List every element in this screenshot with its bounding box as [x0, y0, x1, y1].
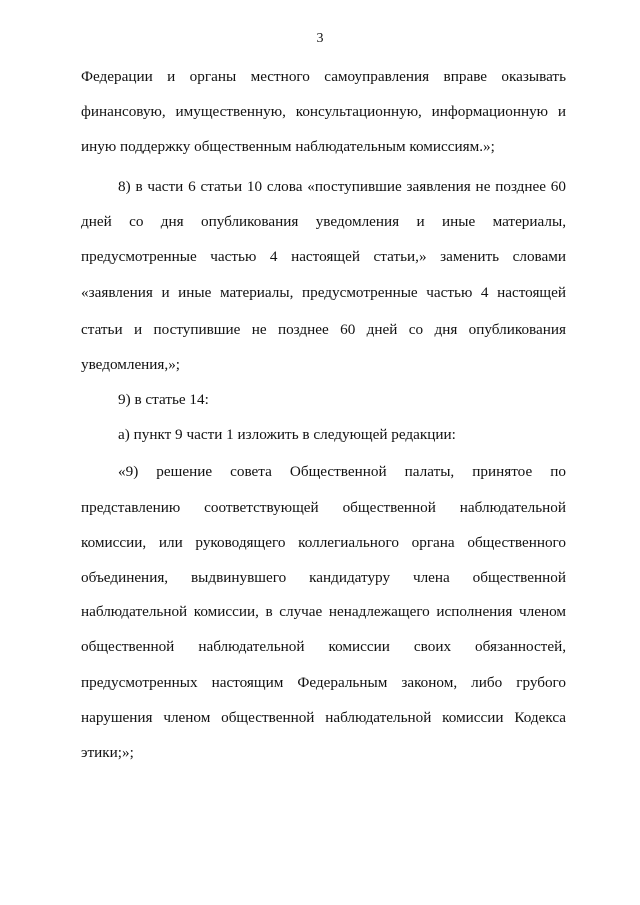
text-line: 9) в статье 14:: [118, 391, 209, 408]
text-line: объединения, выдвинувшего кандидатуру члена общественной: [81, 569, 566, 586]
text-line: уведомления,»;: [81, 356, 181, 373]
text-line: нарушения членом общественной наблюдательной комиссии Кодекса: [81, 709, 566, 726]
text-line: комиссии, или руководящего коллегиального органа общественного: [81, 534, 566, 551]
text-line: 8) в части 6 статьи 10 слова «поступившие заявления не позднее 60: [118, 178, 566, 195]
text-line: этики;»;: [81, 744, 134, 761]
text-line: иную поддержку общественным наблюдательным комиссиям.»;: [81, 138, 495, 155]
text-line: «заявления и иные материалы, предусмотренные частью 4 настоящей: [81, 284, 566, 301]
text-line: финансовую, имущественную, консультационную, информационную и: [81, 103, 566, 120]
text-line: наблюдательной комиссии, в случае ненадлежащего исполнения членом: [81, 603, 566, 620]
text-line: Федерации и органы местного самоуправления вправе оказывать: [81, 68, 566, 85]
text-line: а) пункт 9 части 1 изложить в следующей редакции:: [118, 426, 456, 443]
text-line: представлению соответствующей общественной наблюдательной: [81, 499, 566, 516]
text-line: «9) решение совета Общественной палаты, принятое по: [118, 463, 566, 480]
text-line: статьи и поступившие не позднее 60 дней со дня опубликования: [81, 321, 566, 338]
page-number: 3: [316, 31, 324, 46]
text-line: предусмотренные частью 4 настоящей статьи,» заменить словами: [81, 248, 566, 265]
text-line: общественной наблюдательной комиссии своих обязанностей,: [81, 638, 566, 655]
text-line: дней со дня опубликования уведомления и иные материалы,: [81, 213, 566, 230]
text-line: предусмотренных настоящим Федеральным законом, либо грубого: [81, 674, 566, 691]
